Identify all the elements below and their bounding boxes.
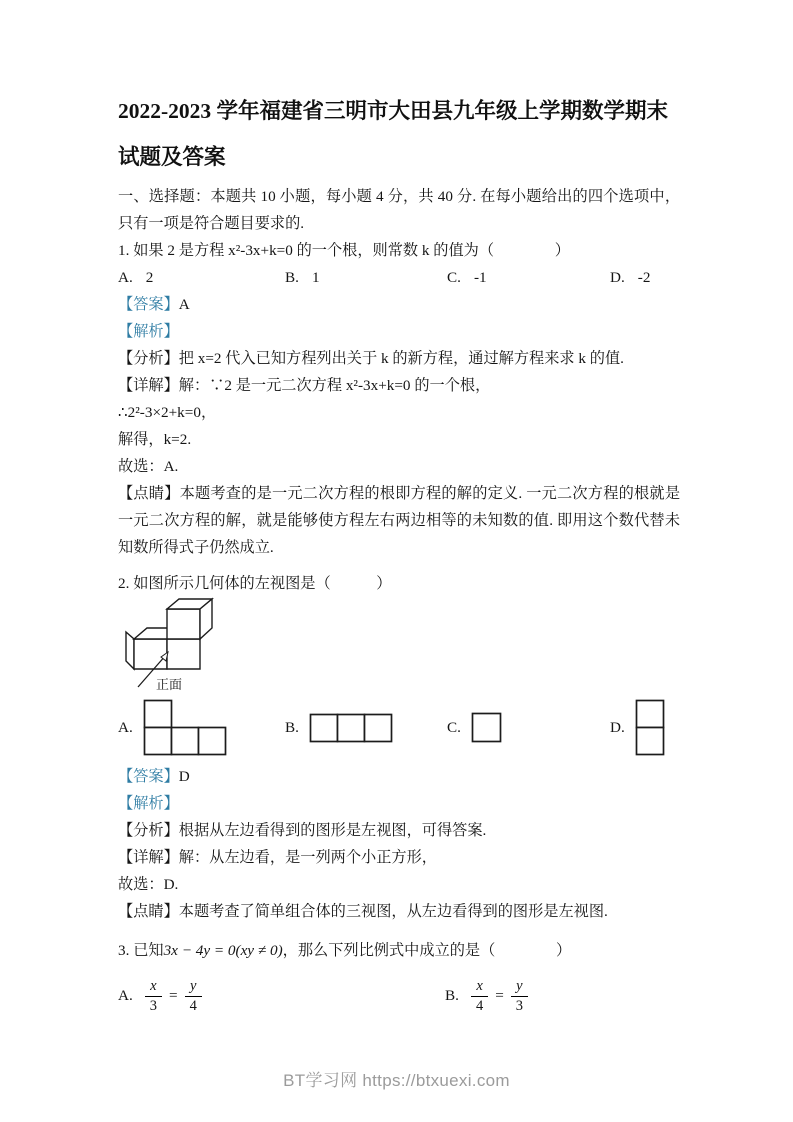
q3-option-b bbox=[445, 978, 680, 1014]
q2-choose: 故选：D. bbox=[118, 876, 179, 893]
question-2-options bbox=[118, 699, 680, 757]
q2-answer-line bbox=[118, 763, 680, 790]
option-b-shape-row-of-3 bbox=[309, 713, 394, 744]
option-label: A. bbox=[118, 719, 133, 736]
equals-sign: = bbox=[169, 987, 178, 1004]
option-d-shape-column-of-2 bbox=[635, 699, 666, 757]
q2-option-c bbox=[447, 712, 610, 744]
footer-watermark: BT学习网 https://btxuexi.com bbox=[283, 1071, 510, 1090]
q2-analysis-label-line bbox=[118, 790, 680, 817]
q1-analysis: 【分析】把 x=2 代入已知方程列出关于 k 的新方程，通过解方程来求 k 的值. bbox=[118, 350, 624, 367]
q3-text-suffix: ，那么下列比例式中成立的是（ ） bbox=[282, 942, 572, 959]
fraction bbox=[471, 978, 488, 1014]
option-a-shape-l-tetromino bbox=[143, 699, 229, 757]
document-title bbox=[118, 88, 680, 180]
q2-analysis: 【分析】根据从左边看得到的图形是左视图，可得答案. bbox=[118, 822, 487, 839]
option-label: D. bbox=[610, 269, 625, 286]
answer-label: 【答案】 bbox=[118, 296, 179, 313]
question-3-text bbox=[118, 937, 680, 964]
fraction-numerator: y bbox=[185, 978, 202, 997]
q2-answer-value: D bbox=[178, 768, 190, 785]
option-c-shape-single-square bbox=[471, 712, 503, 744]
q2-option-b bbox=[285, 713, 447, 744]
option-label: A. bbox=[118, 987, 133, 1004]
cube-left-face bbox=[126, 632, 134, 669]
cube-front-face bbox=[134, 639, 167, 669]
cube-stack-illustration bbox=[118, 597, 283, 692]
q1-step-3: 故选：A. bbox=[118, 458, 179, 475]
q1-step-1: ∴2²-3×2+k=0， bbox=[118, 404, 217, 421]
option-label: C. bbox=[447, 269, 461, 286]
fraction bbox=[145, 978, 162, 1014]
q2-detail: 【详解】解：从左边看，是一列两个小正方形， bbox=[118, 849, 437, 866]
question-1-options bbox=[118, 264, 680, 291]
q1-option-b bbox=[285, 264, 447, 291]
question-2-figure bbox=[118, 597, 680, 693]
document-content bbox=[118, 0, 680, 1020]
answer-label: 【答案】 bbox=[118, 768, 179, 785]
option-label: B. bbox=[285, 269, 299, 286]
top-cube-front-face bbox=[167, 609, 200, 639]
option-label: C. bbox=[447, 719, 461, 736]
q3-option-a bbox=[118, 978, 445, 1014]
q1-answer-value: A bbox=[178, 296, 190, 313]
fraction-numerator: x bbox=[471, 978, 488, 997]
fraction-denominator: 3 bbox=[149, 997, 158, 1014]
q1-analysis-label-line bbox=[118, 318, 680, 345]
q1-answer-line bbox=[118, 291, 680, 318]
q1-step-2: 解得，k=2. bbox=[118, 431, 192, 448]
question-2-text: 2. 如图所示几何体的左视图是（ ） bbox=[118, 575, 392, 592]
option-label: B. bbox=[445, 987, 459, 1004]
q1-option-a bbox=[118, 264, 285, 291]
q2-option-a bbox=[118, 699, 285, 757]
cube-front-face bbox=[167, 639, 200, 669]
analysis-label: 【解析】 bbox=[118, 795, 179, 812]
q1-option-d bbox=[610, 264, 680, 291]
document-title-line-1: 2022-2023 学年福建省三明市大田县九年级上学期数学期末 bbox=[118, 99, 669, 123]
option-label: D. bbox=[610, 719, 625, 736]
question-1-text: 1. 如果 2 是方程 x²-3x+k=0 的一个根，则常数 k 的值为（ ） bbox=[118, 242, 570, 259]
analysis-label: 【解析】 bbox=[118, 323, 179, 340]
document-title-line-2: 试题及答案 bbox=[118, 145, 226, 169]
option-value: 2 bbox=[145, 269, 154, 286]
option-value: -1 bbox=[473, 269, 487, 286]
fraction-denominator: 3 bbox=[515, 997, 524, 1014]
fraction-numerator: y bbox=[511, 978, 528, 997]
q2-option-d bbox=[610, 699, 680, 757]
fraction-numerator: x bbox=[145, 978, 162, 997]
front-face-label: 正面 bbox=[156, 677, 183, 692]
fraction bbox=[185, 978, 202, 1014]
fraction-denominator: 4 bbox=[475, 997, 484, 1014]
fraction-denominator: 4 bbox=[189, 997, 197, 1014]
q1-detail: 【详解】解：∵2 是一元二次方程 x²-3x+k=0 的一个根， bbox=[118, 377, 491, 394]
option-value: -2 bbox=[637, 269, 651, 286]
option-value: 1 bbox=[311, 269, 320, 286]
q3-equation: 3x − 4y = 0(xy ≠ 0) bbox=[163, 942, 283, 959]
question-3-options bbox=[118, 972, 680, 1020]
fraction bbox=[511, 978, 528, 1014]
q1-option-c bbox=[447, 264, 610, 291]
option-label: B. bbox=[285, 719, 299, 736]
option-label: A. bbox=[118, 269, 133, 286]
q3-text-prefix: 3. 已知 bbox=[118, 942, 164, 959]
q2-note: 【点睛】本题考查了简单组合体的三视图，从左边看得到的图形是左视图. bbox=[118, 903, 608, 920]
section-heading: 一、选择题：本题共 10 小题，每小题 4 分，共 40 分. 在每小题给出的四个选项中，只有一项是符合题目要求的. bbox=[118, 188, 680, 232]
q1-note: 【点睛】本题考查的是一元二次方程的根即方程的解的定义. 一元二次方程的根就是一元二次方程的解，就是能够使方程左右两边相等的未知数的值. 即用这个数代替未知数所得式子仍然成立. bbox=[118, 485, 680, 556]
equals-sign: = bbox=[495, 987, 504, 1004]
